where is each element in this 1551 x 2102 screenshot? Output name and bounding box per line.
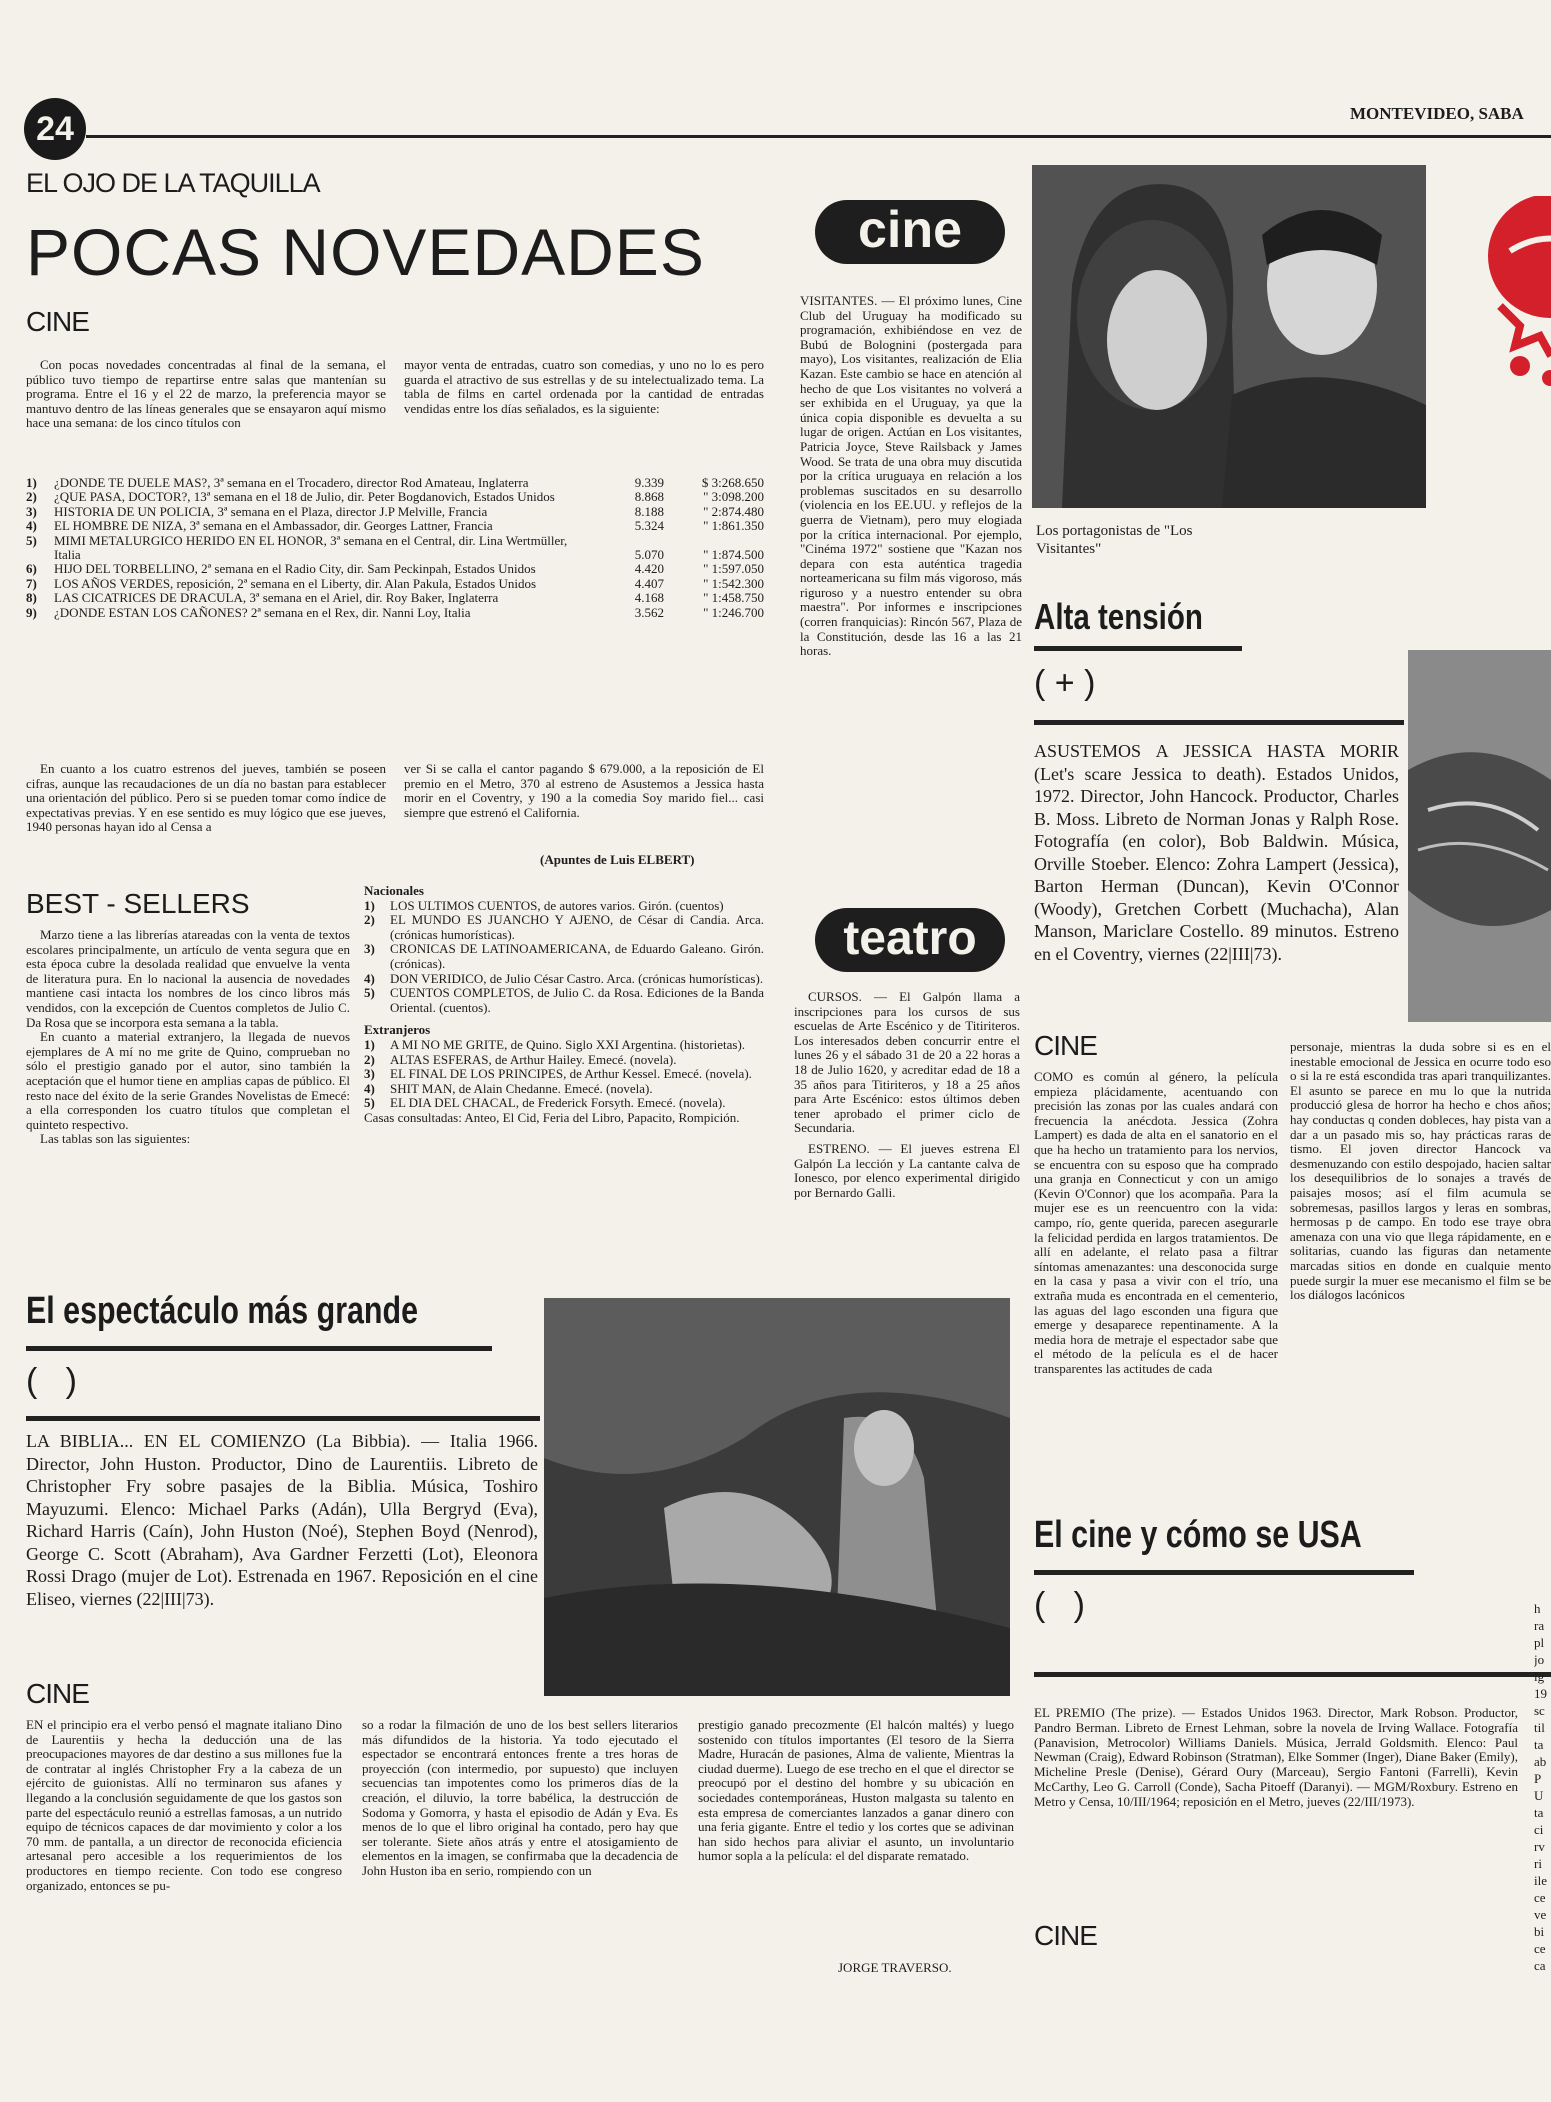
ranking-row <box>26 519 764 533</box>
espectaculo-col2: so a rodar la filmación de uno de los best sellers literarios más difundidos de la historia. Ya todo ejecutado el espectador se encontrará entonces frente a tres horas de proyección (con intermedio, por supuesto) que incluyen secuencias tan impotentes como los primeros días de la creación, el diluvio, la torre babélica, la destrucción de Sodoma y Gomorra, y hasta el episodio de Adán y Eva. Es menos de lo que el libro original ha contado, pero hay que ser tolerante. Siete años atrás y entre el atosigamiento de elementos en la imagen, se confirmaba que la decadencia de John Huston iba en serio, rompiendo con un <box>362 1717 678 1878</box>
ranking-title: ¿DONDE TE DUELE MAS?, 3ª semana en el Trocadero, director Rod Amateau, Inglaterra <box>54 475 529 490</box>
ranking-tickets: 8.188 <box>634 503 664 519</box>
cine-label <box>815 200 1005 264</box>
rankings-table <box>26 476 764 620</box>
ranking-row <box>26 591 764 605</box>
ranking-number: 5) <box>26 532 37 548</box>
ranking-gross: " 1:246.700 <box>703 604 764 620</box>
ranking-title: LAS CICATRICES DE DRACULA, 3ª semana en el Ariel, dir. Roy Baker, Inglaterra <box>54 590 499 606</box>
taquilla-kicker: EL OJO DE LA TAQUILLA <box>26 168 320 198</box>
ranking-number: 2) <box>26 489 37 505</box>
ranking-row <box>26 505 764 519</box>
espectaculo-col3: prestigio ganado precozmente (El halcón maltés) y luego sostenido con títulos importantes (El tesoro de la Sierra Madre, Huracán de pasiones, Alma de valiente, Mientras la ciudad duerme). Luego de ese trecho en el que el director se preocupó por el destino del hombre y su ubicación en sociedades contemporáneas, Huston malgasta su talento en esta empresa de comerciantes lanzados a ganar dinero con una feria gigante. Entre el tedio y los cortes que se adivinan han sido hechos para aliviar el asunto, un involuntario humor sopla a la película: el del disparate rematado. <box>698 1717 1014 1864</box>
ranking-number: 7) <box>26 575 37 591</box>
book-title: SHIT MAN, de Alain Chedanne. Emecé. (novela). <box>390 1080 653 1096</box>
ranking-title: ¿QUE PASA, DOCTOR?, 13ª semana en el 18 de Julio, dir. Peter Bogdanovich, Estados Unidos <box>54 489 555 505</box>
cine-usa-section-tag: CINE <box>1034 1920 1097 1951</box>
edge-fragment: ile <box>1534 1873 1547 1888</box>
edge-fragment: ce <box>1534 1890 1546 1905</box>
edge-fragment: ce <box>1534 1941 1546 1956</box>
book-title: CRONICAS DE LATINOAMERICANA, de Eduardo Galeano. Girón. (crónicas). <box>390 941 764 971</box>
jessica-photo-image <box>1408 650 1551 1022</box>
cine-usa-credits: EL PREMIO (The prize). — Estados Unidos 1963. Director, Mark Robson. Productor, Pandro Berman. Libreto de Ernest Lehman, sobre la novela de Irving Wallace. Fotografía (Panavision, Metrocolor) Williams Daniels. Música, Jerrald Goldsmith. Elenco: Paul Newman (Craig), Edward Robinson (Stratman), Elke Sommer (Inger), Diane Baker (Emily), Micheline Presle (Denise), Gérard Oury (Marceau), Sergio Fantoni (Farrelli), Kevin McCarthy, Leo G. Carroll (Conde), Sacha Pitoeff (Daranyi). — MGM/Roxbury. Estreno en Metro y Censa, 10/III/1964; reposición en el Metro, jueves (22/III/1973). <box>1034 1705 1518 1809</box>
book-rank: 3) <box>364 941 375 957</box>
visitantes-photo-image <box>1032 165 1426 508</box>
bestsellers-paragraph: En cuanto a material extranjero, la llegada de nuevos ejemplares de A mí no me grite de Quino, comprueban no sólo el prestigio ganado por el autor, sino también la aceptación que el humor tiene en amplias capas de público. El resto nace del éxito de la serie Grandes Novelistas de Emecé: a ella corresponden los cuatro títulos que completan el quinteto respectivo. <box>26 1029 350 1132</box>
ranking-row <box>26 490 764 504</box>
edge-fragment: U <box>1534 1788 1544 1803</box>
visitantes-caption: Los portagonistas de "Los Visitantes" <box>1036 523 1193 557</box>
taquilla-intro-left: Con pocas novedades concentradas al final de la semana, el público tuvo tiempo de repartirse entre salas que mantenían su programa. Entre el 16 y el 22 de marzo, la preferencia mayor se mantuvo dentro de las líneas generales que se ensayaron aquí mismo hace una semana: de los cinco títulos con <box>26 357 386 431</box>
ranking-tickets: 9.339 <box>634 475 664 490</box>
espectaculo-rating: ( ) <box>26 1362 77 1400</box>
ranking-tickets: 8.868 <box>634 489 664 505</box>
nacionales-label: Nacionales <box>364 883 424 898</box>
ranking-gross: " 1:874.500 <box>703 547 764 563</box>
edge-fragment: ci <box>1534 1822 1544 1837</box>
taquilla-intro-right: mayor venta de entradas, cuatro son comedias, y uno no lo es pero guarda el atractivo de sus estrellas y de su intelectualizado tema. La tabla de films en cartel ordenada por la cantidad de entradas vendidas entre los días señalados, es la siguiente: <box>404 357 764 416</box>
bestsellers-paragraph: Marzo tiene a las librerías atareadas con la venta de textos escolares principalmente, un artículo de venta segura que en esta época cubre la desolada realidad que envuelve la venta de literatura pura. En lo nacional la ausencia de novedades mantiene casi intacta los nombres de los cinco libros más vendidos, con la excepción de Cuentos completos de Julio C. Da Rosa que se incorpora esta semana a la tabla. <box>26 927 350 1030</box>
ranking-gross: " 1:597.050 <box>703 561 764 577</box>
taquilla-closing-left: En cuanto a los cuatro estrenos del jueves, también se poseen cifras, aunque las recaudaciones de un día no bastan para establecer una orientación del público. Pero si se pueden tomar como índice de expectativas previas. Y en ese sentido es muy lógico que ese jueves, 1940 personas hayan ido al Censa a <box>26 761 386 835</box>
book-title: A MI NO ME GRITE, de Quino. Siglo XXI Argentina. (historietas). <box>390 1036 746 1052</box>
teatro-cursos: CURSOS. — El Galpón llama a inscripciones para los cursos de sus escuelas de Arte Escénico y de Titiriteros. Los interesados deben concurrir entre el lunes 26 y el sábado 31 de 20 a 22 horas a 18 de Julio 1620, y acreditar edad de 18 a 35 años para Titiriteros, y 18 a 25 años para Arte Escénico: estos últimos deben tener aprobado el primer ciclo de Secundaria. <box>794 989 1020 1136</box>
edge-fragment: jo <box>1534 1652 1545 1667</box>
jessica-photo <box>1408 650 1551 1022</box>
ranking-tickets: 5.070 <box>634 547 664 563</box>
ranking-title: HISTORIA DE UN POLICIA, 3ª semana en el Plaza, director J.P Melville, Francia <box>54 503 488 519</box>
ranking-number: 9) <box>26 604 37 620</box>
taquilla-signature: (Apuntes de Luis ELBERT) <box>540 852 695 867</box>
ranking-title: LOS AÑOS VERDES, reposición, 2ª semana en el Liberty, dir. Alan Pakula, Estados Unidos <box>54 575 537 591</box>
ranking-number: 6) <box>26 561 37 577</box>
cine-usa-rule-2 <box>1034 1672 1551 1677</box>
alta-tension-rule-2 <box>1034 720 1404 725</box>
bestsellers-lists <box>364 884 764 1126</box>
book-rank: 5) <box>364 1095 375 1111</box>
edge-fragment: ri <box>1534 1856 1542 1871</box>
cine-usa-rule <box>1034 1570 1414 1575</box>
book-item <box>364 972 764 987</box>
alta-tension-review-col2: personaje, mientras la duda sobre si es en el inestable emocional de Jessica en ocurre todo eso o si la re está escondida tras apari tranquilizantes. El asunto se parece en mu lo que la nutrida producció glesa de horror ha hecho e chos años; hay conductas q conden dobleces, hay pista van a dar a un pasado mis so, hay prácticas raras de tismo. El joven director Hancock va desmenuzando con estilo despojado, hacien saltar los desequilibrios de lo sonajes a través de paisajes mosos; así el film acumula se sobremesas, pasillos largos y leras en sombras, hermosas p de campo. En todo ese traye obra amenaza con una vio que llega rápidamente, en e solitarias, cuando las figuras dan netamente marcadas sitios en donde en cualquie mento puede surgir la muer ese mecanismo el film se be los diálogos lacónicos <box>1290 1040 1551 1303</box>
ranking-row <box>26 606 764 620</box>
edge-fragment: ve <box>1534 1907 1547 1922</box>
dateline: MONTEVIDEO, SABA <box>1350 104 1524 123</box>
book-rank: 2) <box>364 1051 375 1067</box>
book-rank: 2) <box>364 912 375 928</box>
alta-tension-review-col1: COMO es común al género, la película empieza plácidamente, acentuando con precisión las zonas por las cuales andará con frecuencia la anécdota. Jessica (Zohra Lampert) es dada de alta en el sanatorio en el que ha hecho un tratamiento para los nervios, se encuentra con su esposo que ha comprado una granja en Connecticut y con un amigo (Kevin O'Connor) que los acompaña. Para la mujer ese es un reencuentro con la vida: campo, río, gente querida, parecen asegurarle la felicidad perdida en largos tratamientos. De allí en adelante, el relato pasa a filtrar síntomas amenazantes: una desconocida surge en la casa y pasa a vivir con el trío, una extraña muda es encontrada en el cementerio, las aguas del lago esconden una figura que emerge y desaparece repentinamente. A la media hora de metraje el espectador sabe que el método de la película es el de hacer transparentes las actitudes de cada <box>1034 1069 1278 1376</box>
espectaculo-signature: JORGE TRAVERSO. <box>838 1960 952 1975</box>
edge-fragment: rv <box>1534 1839 1545 1854</box>
edge-fragment: bi <box>1534 1924 1545 1939</box>
book-item <box>364 1096 764 1111</box>
edge-fragment: ra <box>1534 1618 1545 1633</box>
extranjeros-label: Extranjeros <box>364 1022 431 1038</box>
book-rank: 4) <box>364 970 375 986</box>
right-edge-fragments <box>1534 1600 1551 1974</box>
ranking-title: EL HOMBRE DE NIZA, 3ª semana en el Ambassador, dir. Georges Lattner, Francia <box>54 518 493 534</box>
ranking-gross: " 1:861.350 <box>703 518 764 534</box>
book-title: DON VERIDICO, de Julio César Castro. Arca. (crónicas humorísticas). <box>390 970 764 986</box>
ranking-gross: " 3:098.200 <box>703 489 764 505</box>
ranking-title: HIJO DEL TORBELLINO, 2ª semana en el Radio City, dir. Sam Peckinpah, Estados Unidos <box>54 561 536 577</box>
ranking-title: ¿DONDE ESTAN LOS CAÑONES? 2ª semana en el Rex, dir. Nanni Loy, Italia <box>54 604 471 620</box>
book-item <box>364 1067 764 1082</box>
ranking-tickets: 3.562 <box>634 604 664 620</box>
book-rank: 5) <box>364 985 375 1001</box>
edge-fragment: ab <box>1534 1754 1547 1769</box>
cine-label-text: cine <box>857 201 963 259</box>
casas-consultadas: Casas consultadas: Anteo, El Cid, Feria del Libro, Papacito, Rompición. <box>364 1109 740 1125</box>
edge-fragment: sc <box>1534 1703 1545 1718</box>
edge-fragment: h <box>1534 1601 1541 1616</box>
ranking-tickets: 4.407 <box>634 575 664 591</box>
edge-fragment: P <box>1534 1771 1542 1786</box>
ranking-row <box>26 534 764 563</box>
extranjeros-list <box>364 1038 764 1111</box>
alta-tension-credits: ASUSTEMOS A JESSICA HASTA MORIR (Let's scare Jessica to death). Estados Unidos, 1972. Director, John Hancock. Productor, Charles B. Moss. Libreto de Norman Jonas y Ralph Rose. Fotografía (en color), Bob Baldwin. Música, Orville Stoeber. Elenco: Zohra Lampert (Jessica), Barton Herman (Duncan), Kevin O'Connor (Woody), Gretchen Corbett (Muchacha), Alan Manson, Mariclare Costello. 89 minutos. Estreno en el Coventry, viernes (22|III|73). <box>1034 741 1399 964</box>
taquilla-closing-right: ver Si se calla el cantor pagando $ 679.000, a la reposición de El premio en el Metro, 370 al estreno de Asustemos a Jessica hasta morir en el Coventry, y 190 a la comedia Soy marido fiel... casi siempre que estrenó el California. <box>404 761 764 820</box>
ranking-row <box>26 562 764 576</box>
red-graphic <box>1440 196 1551 386</box>
ranking-number: 4) <box>26 518 37 534</box>
ranking-number: 3) <box>26 503 37 519</box>
book-item <box>364 942 764 971</box>
espectaculo-title: El espectáculo más grande <box>26 1290 418 1332</box>
edge-fragment: pl <box>1534 1635 1545 1650</box>
page-number-badge <box>24 98 86 160</box>
book-item <box>364 1053 764 1068</box>
rankings-table-wrap <box>26 476 764 620</box>
ranking-row <box>26 476 764 490</box>
edge-fragment: 19 <box>1534 1686 1547 1701</box>
ranking-number: 8) <box>26 590 37 606</box>
cine-usa-rating: ( ) <box>1034 1586 1085 1624</box>
book-title: CUENTOS COMPLETOS, de Julio C. da Rosa. Ediciones de la Banda Oriental. (cuentos). <box>390 985 764 1015</box>
ranking-gross: $ 3:268.650 <box>701 475 764 490</box>
ranking-title: MIMI METALURGICO HERIDO EN EL HONOR, 3ª semana en el Central, dir. Lina Wertmüller, Italia <box>54 532 568 563</box>
ranking-gross: " 1:458.750 <box>703 590 764 606</box>
book-rank: 1) <box>364 1036 375 1052</box>
taquilla-headline: POCAS NOVEDADES <box>26 215 705 289</box>
alta-tension-section-tag: CINE <box>1034 1030 1097 1061</box>
bestsellers-paragraph: Las tablas son las siguientes: <box>40 1131 191 1147</box>
book-title: EL FINAL DE LOS PRINCIPES, de Arthur Kessel. Emecé. (novela). <box>390 1066 752 1082</box>
edge-fragment: ta <box>1534 1737 1544 1752</box>
espectaculo-col1: EN el principio era el verbo pensó el magnate italiano Dino de Laurentiis y hecha la deducción una de las preocupaciones mayores de dar destino a sus millones fue la de contratar al inglés Christopher Fry a la cabeza de un ejército de guionistas. Allí no terminaron sus afanes y llegando a la conclusión seguidamente de que los gastos son parte del espectáculo reunió a estrellas famosas, a un nutrido equipo de técnicos capaces de dar movimiento y color a los 70 mm. de pantalla, a un director de reconocida eficiencia artesanal pero accesible a los requerimientos de los productores en tiempo reciente. Con todo ese congreso organizado, entonces se pu- <box>26 1717 342 1893</box>
book-item <box>364 913 764 942</box>
book-rank: 4) <box>364 1080 375 1096</box>
biblia-photo-image <box>544 1298 1010 1696</box>
teatro-estreno: ESTRENO. — El jueves estrena El Galpón La lección y La cantante calva de Ionesco, por elenco experimental dirigido por Bernardo Galli. <box>794 1140 1020 1200</box>
espectaculo-rule-2 <box>26 1416 540 1421</box>
book-title: EL MUNDO ES JUANCHO Y AJENO, de César di Candia. Arca. (crónicas humorísticas). <box>390 912 764 942</box>
visitantes-photo <box>1032 165 1426 508</box>
book-rank: 3) <box>364 1066 375 1082</box>
edge-fragment: ta <box>1534 1805 1544 1820</box>
book-item <box>364 899 764 914</box>
ranking-tickets: 4.420 <box>634 561 664 577</box>
alta-tension-rating: ( + ) <box>1034 664 1096 702</box>
ranking-row <box>26 577 764 591</box>
cine-usa-title: El cine y cómo se USA <box>1034 1514 1362 1556</box>
biblia-photo <box>544 1298 1010 1696</box>
ranking-gross: " 2:874.480 <box>703 503 764 519</box>
edge-fragment: ca <box>1534 1958 1546 1973</box>
edge-fragment: til <box>1534 1720 1545 1735</box>
edge-fragment: lg <box>1534 1669 1545 1684</box>
taquilla-section-tag: CINE <box>26 306 89 337</box>
book-item <box>364 986 764 1015</box>
book-title: ALTAS ESFERAS, de Arthur Hailey. Emecé. (novela). <box>390 1051 677 1067</box>
book-item <box>364 1082 764 1097</box>
ranking-tickets: 5.324 <box>634 518 664 534</box>
book-title: EL DIA DEL CHACAL, de Frederick Forsyth. Emecé. (novela). <box>390 1095 726 1111</box>
bestsellers-title: BEST - SELLERS <box>26 888 250 919</box>
espectaculo-section-tag: CINE <box>26 1678 89 1709</box>
espectaculo-rule <box>26 1346 492 1351</box>
ranking-gross: " 1:542.300 <box>703 575 764 591</box>
nacionales-list <box>364 899 764 1016</box>
ranking-tickets: 4.168 <box>634 590 664 606</box>
espectaculo-credits: LA BIBLIA... EN EL COMIENZO (La Bibbia). — Italia 1966. Director, John Huston. Productor, Dino de Laurentiis. Libreto de Christopher Fry sobre pasajes de la Biblia. Música, Toshiro Mayuzumi. Elenco: Michael Parks (Adán), Ulla Bergryd (Eva), Richard Harris (Caín), John Huston (Noé), Stephen Boyd (Nenrod), George C. Scott (Abraham), Ava Gardner Ferzetti (Lot), Eleonora Rossi Drago (mujer de Lot). Estrenada en 1967. Reposición en el cine Eliseo, viernes (22|III|73). <box>26 1431 538 1609</box>
book-item <box>364 1038 764 1053</box>
page-number: 24 <box>36 110 74 148</box>
alta-tension-rule <box>1034 646 1242 651</box>
ranking-number: 1) <box>26 475 37 490</box>
bestsellers-body <box>26 928 350 1147</box>
book-title: LOS ULTIMOS CUENTOS, de autores varios. Girón. (cuentos) <box>390 897 724 913</box>
cine-visitantes-text: VISITANTES. — El próximo lunes, Cine Club del Uruguay ha modificado su programación, exhibiéndose en vez de Bubú de Bolognini (postergada para mayo), Los visitantes, realización de Elia Kazan. Este cambio se hace en atención al hecho de que Los visitantes no volverá a ser exhibida en el Uruguay, ya que la única copia disponible es devuelta a su lugar de origen. Actúan en Los visitantes, Patricia Joyce, Steve Railsback y James Wood. Se trata de una obra muy discutida por la crítica uruguaya en relación a los problemas suscitados en su desarrollo (violencia en los EE.UU. y reflejos de la guerra de Vietnam), pero muy elogiada por la crítica internacional. Por ejemplo, "Cinéma 1972" sostiene que "Kazan nos depara con esta auténtica tragedia norteamericana su film más vigoroso, más riguroso y a nuestro entender su obra maestra". Por informes e inscripciones (corren franquicias): Rincón 567, Plaza de la Constitución, desde las 16 a las 21 horas. <box>800 293 1022 659</box>
teatro-label-text: teatro <box>843 912 977 965</box>
teatro-label <box>815 908 1005 972</box>
teatro-text <box>794 990 1020 1200</box>
book-rank: 1) <box>364 897 375 913</box>
alta-tension-title: Alta tensión <box>1034 596 1203 637</box>
header-rule <box>86 135 1551 138</box>
